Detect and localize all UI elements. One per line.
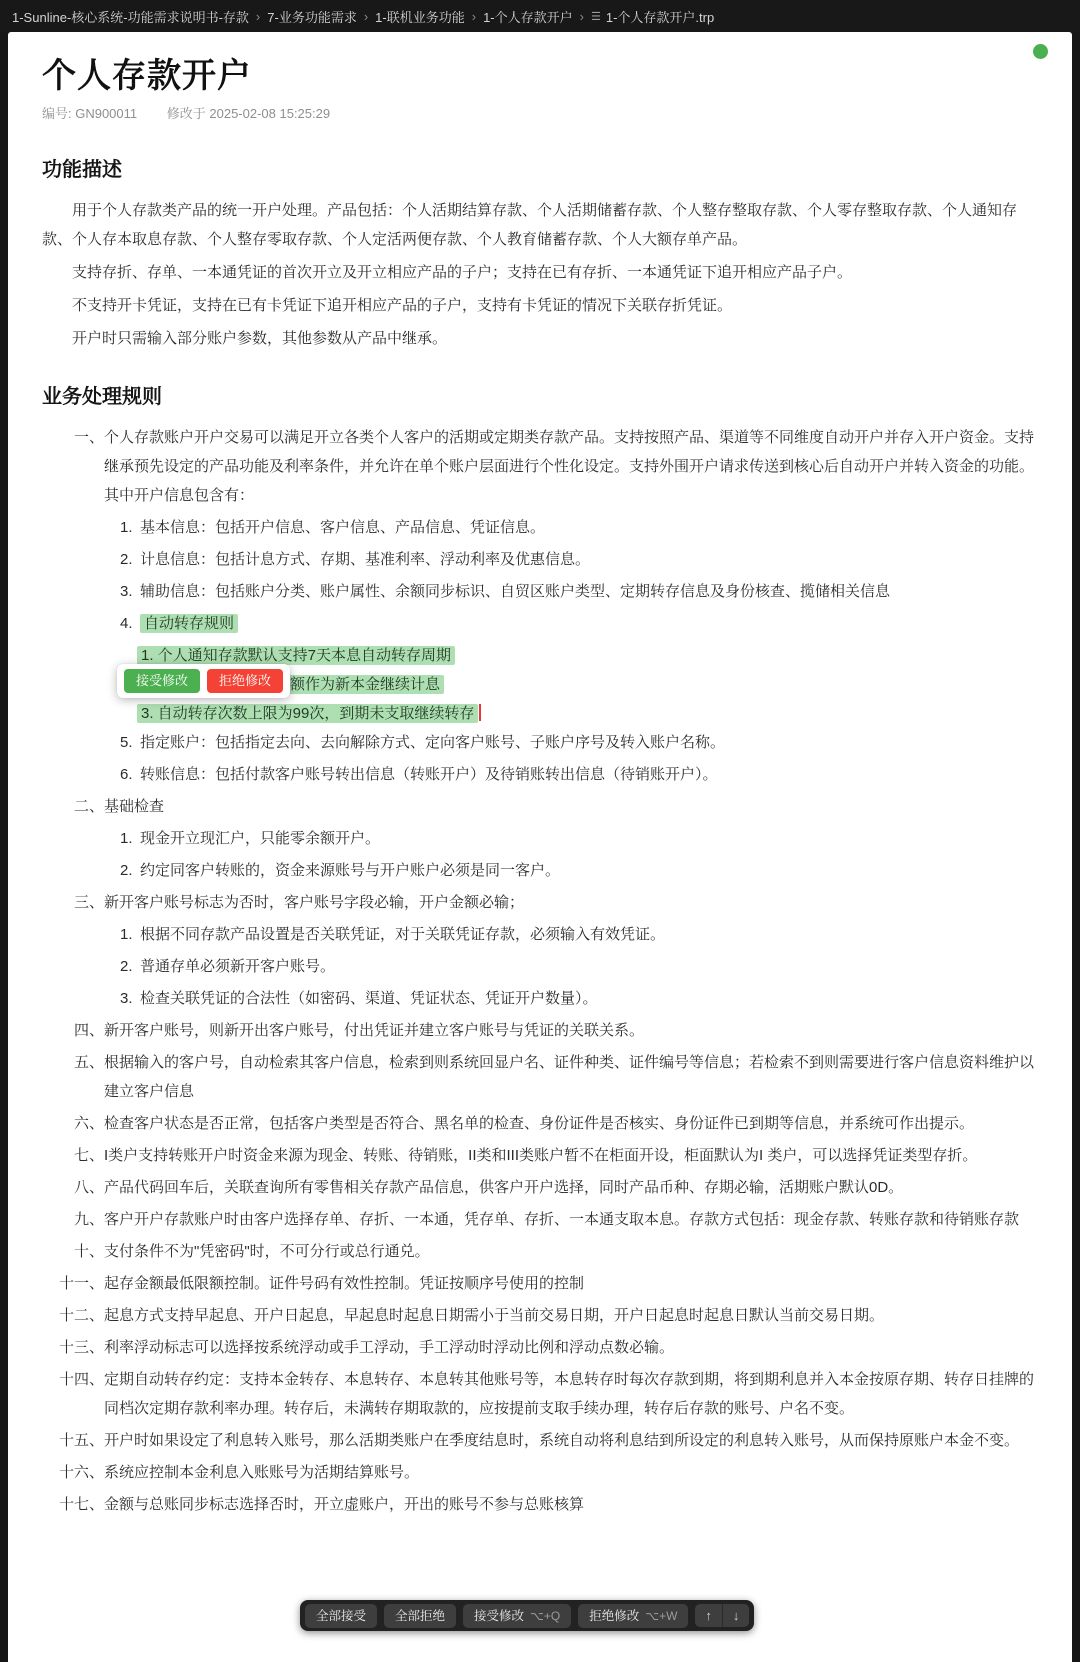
breadcrumb-item-2[interactable]: 7-业务功能需求 [267, 9, 357, 25]
next-change-button[interactable]: ↓ [722, 1604, 750, 1627]
list-number: 一、 [73, 429, 104, 446]
reject-shortcut-hint: ⌥+W [645, 1608, 678, 1623]
list-number: 3. [120, 990, 133, 1007]
section-heading-business-rules: 业务处理规则 [42, 386, 162, 408]
list-number: 二、 [73, 798, 104, 815]
list-number: 十、 [73, 1243, 104, 1260]
list-text: 金额与总账同步标志选择否时，开立虚账户，开出的账号不参与总账核算 [104, 1496, 585, 1513]
rule-sub-item [120, 952, 1038, 981]
list-number: 2. [120, 958, 133, 975]
section-heading-function-description: 功能描述 [42, 159, 122, 181]
list-text: 起存金额最低限额控制。证件号码有效性控制。凭证按顺序号使用的控制 [104, 1275, 585, 1292]
list-number: 十五、 [58, 1432, 104, 1449]
rule-item [42, 1048, 1038, 1106]
document-page [8, 32, 1072, 1662]
rule-item [42, 1333, 1038, 1362]
list-text: 利率浮动标志可以选择按系统浮动或手工浮动，手工浮动时浮动比例和浮动点数必输。 [104, 1339, 675, 1356]
list-text: 根据不同存款产品设置是否关联凭证，对于关联凭证存款，必须输入有效凭证。 [140, 926, 666, 943]
list-text: 支付条件不为"凭密码"时，不可分行或总行通兑。 [104, 1243, 430, 1260]
breadcrumb-item-3[interactable]: 1-联机业务功能 [375, 9, 465, 25]
accept-change-button[interactable]: 接受修改 [124, 669, 200, 693]
rule-sub-item [120, 577, 1038, 606]
list-number: 十三、 [58, 1339, 104, 1356]
rule-item [42, 1016, 1038, 1045]
list-number: 十七、 [58, 1496, 104, 1513]
rule-item [42, 1458, 1038, 1487]
list-text: 检查关联凭证的合法性（如密码、渠道、凭证状态、凭证开户数量）。 [140, 990, 598, 1007]
list-number: 十一、 [58, 1275, 104, 1292]
rules-list [42, 423, 1038, 1519]
list-text: 个人存款账户开户交易可以满足开立各类个人客户的活期或定期类存款产品。支持按照产品、渠道等不同维度自动开户并存入开户资金。支持继承预先设定的产品功能及利率条件，并允许在单个账户层面进行个性化设定。支持外围开户请求传送到核心后自动开户并转入资金的功能。其中开户信息包含有： [104, 429, 1035, 504]
rule-item [42, 1426, 1038, 1455]
list-text: 客户开户存款账户时由客户选择存单、存折、一本通，凭存单、存折、一本通支取本息。存款方式包括：现金存款、转账存款和待销账存款 [104, 1211, 1020, 1228]
reject-change-button[interactable]: 拒绝修改 [207, 669, 283, 693]
rule-item [42, 423, 1038, 510]
function-description-body [42, 196, 1038, 353]
rule-sub-item [120, 856, 1038, 885]
tracked-change-line [137, 699, 1038, 728]
doc-meta [42, 106, 1038, 122]
rule-sub-item [120, 545, 1038, 574]
list-number: 八、 [73, 1179, 104, 1196]
rule-item [42, 1237, 1038, 1266]
list-number: 1. [120, 519, 133, 536]
list-number: 七、 [73, 1147, 104, 1164]
rule-sub-item [120, 760, 1038, 789]
rule-item [42, 1490, 1038, 1519]
list-text: 根据输入的客户号，自动检索其客户信息，检索到则系统回显户名、证件种类、证件编号等信息；若检索不到则需要进行客户信息资料维护以建立客户信息 [104, 1054, 1035, 1100]
list-number: 6. [120, 766, 133, 783]
reject-change-label: 拒绝修改 [589, 1608, 640, 1623]
rule-sub-item [120, 728, 1038, 757]
list-text: I类户支持转账开户时资金来源为现金、转账、待销账，II类和III类账户暂不在柜面开设，柜面默认为I 类户，可以选择凭证类型存折。 [104, 1147, 978, 1164]
text-cursor [479, 704, 481, 721]
list-text: 起息方式支持早起息、开户日起息，早起息时起息日期需小于当前交易日期，开户日起息时起息日默认当前交易日期。 [104, 1307, 885, 1324]
rule-sub-item [120, 920, 1038, 949]
list-text: 检查客户状态是否正常，包括客户类型是否符合、黑名单的检查、身份证件是否核实、身份证件已到期等信息，并系统可作出提示。 [104, 1115, 975, 1132]
list-text: 普通存单必须新开客户账号。 [140, 958, 336, 975]
breadcrumb-separator: › [471, 8, 477, 24]
list-number: 2. [120, 551, 133, 568]
breadcrumb-separator: › [363, 8, 369, 24]
breadcrumb-item-4[interactable]: 1-个人存款开户 [483, 9, 573, 25]
breadcrumb-separator: › [255, 8, 261, 24]
list-number: 十六、 [58, 1464, 104, 1481]
tracked-change-popup [117, 664, 290, 698]
breadcrumb-bar [0, 0, 1080, 32]
page-title: 个人存款开户 [42, 57, 252, 95]
rule-item [42, 1365, 1038, 1423]
doc-modified-time: 修改于 2025-02-08 15:25:29 [166, 106, 331, 121]
breadcrumb-item-1[interactable]: 1-Sunline-核心系统-功能需求说明书-存款 [12, 9, 249, 25]
list-number: 1. [120, 926, 133, 943]
list-text: 转账信息：包括付款客户账号转出信息（转账开户）及待销账转出信息（待销账开户）。 [140, 766, 718, 783]
list-text: 辅助信息：包括账户分类、账户属性、余额同步标识、自贸区账户类型、定期转存信息及身份核查、揽储相关信息 [140, 583, 891, 600]
accept-shortcut-hint: ⌥+Q [530, 1608, 561, 1623]
rule-item [42, 888, 1038, 917]
tracked-change-highlight[interactable]: 额作为新本金继续计息 [286, 675, 444, 694]
reject-change-shortcut-button[interactable] [578, 1604, 688, 1628]
doc-number: 编号: GN900011 [42, 106, 138, 121]
list-number: 十二、 [58, 1307, 104, 1324]
description-paragraph: 支持存折、存单、一本通凭证的首次开立及开立相应产品的子户；支持在已有存折、一本通凭证下追开相应产品子户。 [72, 264, 853, 281]
tracked-change-highlight[interactable]: 1. 个人通知存款默认支持7天本息自动转存周期 [137, 646, 455, 665]
list-number: 五、 [73, 1054, 104, 1071]
list-text: 产品代码回车后，关联查询所有零售相关存款产品信息，供客户开户选择，同时产品币种、存期必输，活期账户默认0D。 [104, 1179, 904, 1196]
list-number: 3. [120, 583, 133, 600]
rule-item [42, 1109, 1038, 1138]
rule-sub-item [120, 824, 1038, 853]
accept-all-button[interactable]: 全部接受 [305, 1604, 377, 1628]
tracked-change-highlight[interactable]: 3. 自动转存次数上限为99次，到期未支取继续转存 [137, 704, 478, 723]
list-text: 计息信息：包括计息方式、存期、基准利率、浮动利率及优惠信息。 [140, 551, 591, 568]
list-number: 六、 [73, 1115, 104, 1132]
list-number: 4. [120, 615, 133, 632]
rule-item [42, 1173, 1038, 1202]
tracked-change-highlight[interactable]: 自动转存规则 [140, 614, 238, 633]
list-number: 三、 [73, 894, 104, 911]
list-text: 系统应控制本金利息入账账号为活期结算账号。 [104, 1464, 420, 1481]
rule-item [42, 1205, 1038, 1234]
accept-change-label: 接受修改 [474, 1608, 525, 1623]
rule-item [42, 1301, 1038, 1330]
list-text: 指定账户：包括指定去向、去向解除方式、定向客户账号、子账户序号及转入账户名称。 [140, 734, 726, 751]
list-number: 1. [120, 830, 133, 847]
rule-sub-item [120, 609, 1038, 638]
covered-line [137, 670, 1038, 699]
description-paragraph: 用于个人存款类产品的统一开户处理。产品包括：个人活期结算存款、个人活期储蓄存款、个人整存整取存款、个人零存整取存款、个人通知存款、个人存本取息存款、个人整存零取存款、个人定活两便存款、个人教育储蓄存款、个人大额存单产品。 [42, 202, 1018, 248]
change-navigation-group [695, 1604, 749, 1627]
accept-change-shortcut-button[interactable] [463, 1604, 571, 1628]
list-text: 基础检查 [104, 798, 165, 815]
list-number: 九、 [73, 1211, 104, 1228]
list-text: 新开客户账号，则新开出客户账号，付出凭证并建立客户账号与凭证的关联关系。 [104, 1022, 645, 1039]
list-number: 四、 [73, 1022, 104, 1039]
document-lines-icon: ☰ [590, 10, 601, 23]
breadcrumb-separator: › [579, 8, 584, 24]
rule-sub-item [120, 984, 1038, 1013]
rule-item [42, 1141, 1038, 1170]
list-text: 现金开立现汇户，只能零余额开户。 [140, 830, 381, 847]
breadcrumb-file[interactable]: 1-个人存款开户.trp [605, 9, 715, 25]
rule-item [42, 792, 1038, 821]
list-text [137, 609, 1038, 638]
list-text: 新开客户账号标志为否时，客户账号字段必输，开户金额必输； [104, 894, 525, 911]
list-text: 基本信息：包括开户信息、客户信息、产品信息、凭证信息。 [140, 519, 546, 536]
list-text: 开户时如果设定了利息转入账号，那么活期类账户在季度结息时，系统自动将利息结到所设定的利息转入账号，从而保持原账户本金不变。 [104, 1432, 1020, 1449]
rule-item [42, 1269, 1038, 1298]
description-paragraph: 不支持开卡凭证，支持在已有卡凭证下追开相应产品的子户，支持有卡凭证的情况下关联存折凭证。 [72, 297, 733, 314]
rule-sub-item [120, 513, 1038, 542]
status-dot [1033, 44, 1048, 59]
review-toolbar [300, 1600, 754, 1631]
reject-all-button[interactable]: 全部拒绝 [384, 1604, 456, 1628]
list-number: 十四、 [58, 1371, 104, 1388]
list-text: 定期自动转存约定：支持本金转存、本息转存、本息转其他账号等，本息转存时每次存款到期，将到期利息并入本金按原存期、转存日挂牌的同档次定期存款利率办理。转存后，未满转存期取款的，应按提前支取手续办理，转存后存款的账号、户名不变。 [104, 1371, 1035, 1417]
description-paragraph: 开户时只需输入部分账户参数，其他参数从产品中继承。 [72, 330, 448, 347]
list-number: 5. [120, 734, 133, 751]
list-text: 约定同客户转账的，资金来源账号与开户账户必须是同一客户。 [140, 862, 561, 879]
previous-change-button[interactable]: ↑ [695, 1604, 722, 1627]
list-number: 2. [120, 862, 133, 879]
